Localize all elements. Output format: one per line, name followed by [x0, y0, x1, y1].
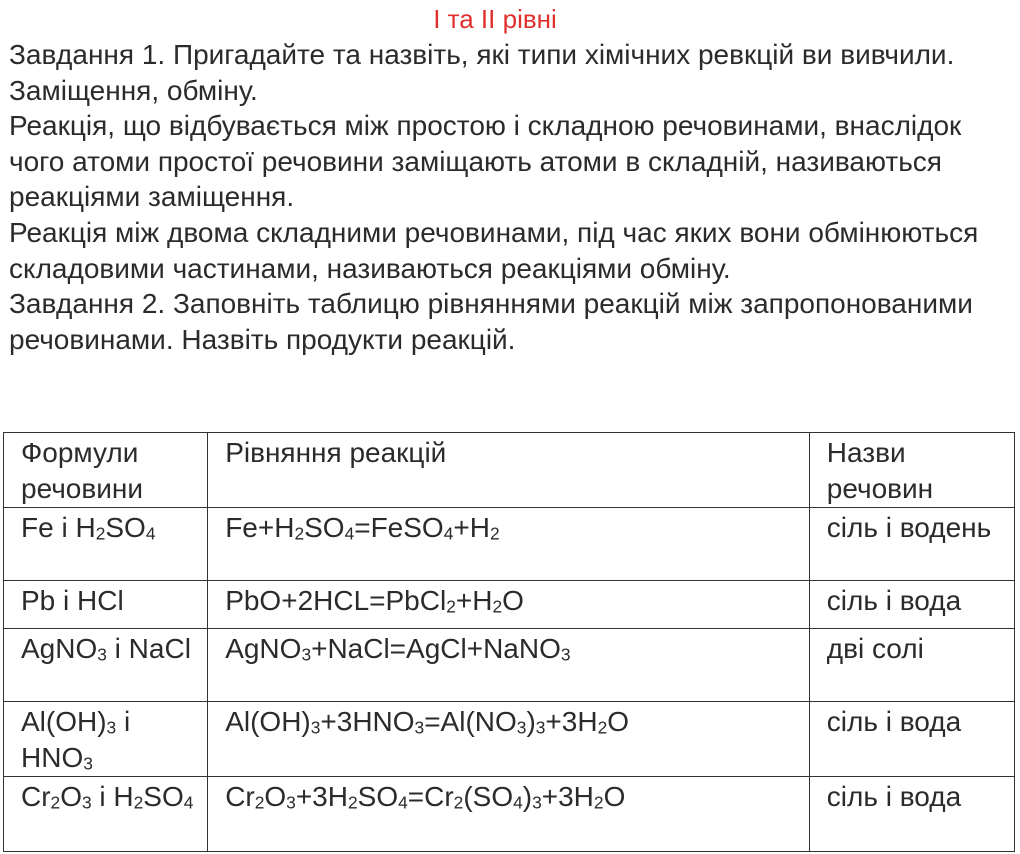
equation-cell	[208, 629, 810, 702]
header-formulas: Формули речовини	[4, 433, 208, 508]
formula-text: +3H	[541, 781, 594, 812]
formula-subscript: 3	[414, 717, 425, 738]
formula-text: =FeSO	[354, 512, 444, 543]
formula-subscript: 2	[95, 523, 106, 544]
formula-subscript: 2	[446, 596, 456, 617]
formula-text: )	[526, 706, 536, 737]
formula-subscript: 3	[301, 644, 312, 665]
formula-text: +NaCl=AgCl+NaNO	[311, 633, 561, 664]
reactions-table	[3, 432, 1015, 852]
table-row	[4, 508, 1015, 581]
formula-text: Al(OH)	[225, 706, 311, 737]
formula-subscript: 2	[50, 792, 61, 813]
formula-subscript: 3	[516, 717, 527, 738]
formula-subscript: 3	[560, 644, 571, 665]
formula-text: SO	[105, 512, 146, 543]
table-row	[4, 777, 1015, 852]
product-names-cell: сіль і вода	[809, 702, 1014, 777]
formula-text: =Cr	[407, 781, 454, 812]
formula-text: Al(OH)	[21, 706, 107, 737]
formula-subscript: 2	[254, 792, 265, 813]
formula-subscript: 3	[286, 792, 296, 813]
formula-subscript: 3	[106, 717, 117, 738]
table-row	[4, 702, 1015, 777]
formula-subscript: 2	[489, 523, 500, 544]
formula-text: O	[607, 706, 630, 737]
formula-text: AgNO	[21, 633, 98, 664]
exchange-definition: Реакція між двома складними речовинами, під час яких вони обмінюються складовими частинами, називаються реакціями обміну.	[9, 216, 979, 284]
formula-subscript: 4	[145, 523, 156, 544]
product-names-cell: сіль і водень	[809, 508, 1014, 581]
formula-subscript: 3	[83, 753, 93, 774]
header-equations: Рівняння реакцій	[208, 433, 810, 508]
formula-text: O	[264, 781, 287, 812]
formula-text: Fe+H	[225, 512, 295, 543]
formula-subscript: 3	[535, 717, 546, 738]
formula-subscript: 4	[183, 792, 194, 813]
formula-subscript: 2	[133, 792, 144, 813]
formulas-cell	[4, 702, 208, 777]
task-text	[9, 37, 1009, 357]
formula-subscript: 2	[347, 792, 358, 813]
task1-answer: Заміщення, обміну.	[9, 74, 258, 106]
formulas-cell	[4, 777, 208, 852]
formula-subscript: 3	[81, 792, 92, 813]
formula-text: +H	[453, 512, 490, 543]
formula-text: SO	[304, 512, 345, 543]
formula-text: O	[603, 781, 626, 812]
formulas-cell	[4, 629, 208, 702]
product-names-cell: сіль і вода	[809, 581, 1014, 629]
formula-text: Pb і HCl	[21, 585, 124, 616]
formula-text: +3H	[545, 706, 598, 737]
table-row	[4, 581, 1015, 629]
formula-text: AgNO	[225, 633, 302, 664]
table-row	[4, 629, 1015, 702]
formula-text: PbO+2HCL=PbCl	[225, 585, 447, 616]
equation-cell	[208, 702, 810, 777]
formula-subscript: 4	[398, 792, 408, 813]
formula-subscript: 2	[294, 523, 305, 544]
task2-question: Завдання 2. Заповніть таблицю рівняннями реакцій між запропонованими речовинами. Назвіть продукти реакцій.	[9, 288, 973, 355]
table-header-row	[4, 433, 1015, 508]
product-names-cell: дві солі	[809, 629, 1014, 702]
formula-subscript: 2	[492, 596, 503, 617]
formula-text: +3H	[295, 781, 348, 812]
formula-text: і H	[91, 781, 134, 812]
level-heading: І та ІІ рівні	[433, 4, 557, 34]
formula-text: O	[60, 781, 82, 812]
formula-text: O	[502, 585, 524, 616]
formula-text: і NaCl	[106, 633, 191, 664]
formula-text: )	[522, 781, 533, 812]
formula-text: SO	[143, 781, 184, 812]
formula-subscript: 3	[97, 644, 107, 665]
formula-subscript: 2	[597, 717, 608, 738]
formula-text: +H	[455, 585, 493, 616]
formula-text: Cr	[225, 781, 255, 812]
formula-subscript: 2	[593, 792, 604, 813]
formula-text: Cr	[21, 781, 51, 812]
task1-question: Завдання 1. Пригадайте та назвіть, які типи хімічних ревкцій ви вивчили.	[9, 39, 955, 70]
formula-text: SO	[357, 781, 399, 812]
formula-text: =Al(NO	[424, 706, 517, 737]
formula-text: і HNO	[21, 706, 131, 773]
formula-subscript: 3	[310, 717, 321, 738]
formula-text: (SO	[463, 781, 514, 812]
formula-subscript: 4	[344, 523, 355, 544]
substitution-definition: Реакція, що відбувається між простою і складною речовинами, внаслідок чого атоми простої речовини заміщають атоми в складній, називаються реакціями заміщення.	[9, 110, 962, 213]
formulas-cell	[4, 508, 208, 581]
equation-cell	[208, 581, 810, 629]
formula-text: +3HNO	[320, 706, 415, 737]
formula-text: Fe і H	[21, 512, 96, 543]
formulas-cell	[4, 581, 208, 629]
header-names: Назви речовин	[809, 433, 1014, 508]
formula-subscript: 4	[513, 792, 523, 813]
equation-cell	[208, 508, 810, 581]
equation-cell	[208, 777, 810, 852]
formula-subscript: 4	[443, 523, 454, 544]
product-names-cell: сіль і вода	[809, 777, 1014, 852]
formula-subscript: 3	[532, 792, 542, 813]
formula-subscript: 2	[453, 792, 464, 813]
